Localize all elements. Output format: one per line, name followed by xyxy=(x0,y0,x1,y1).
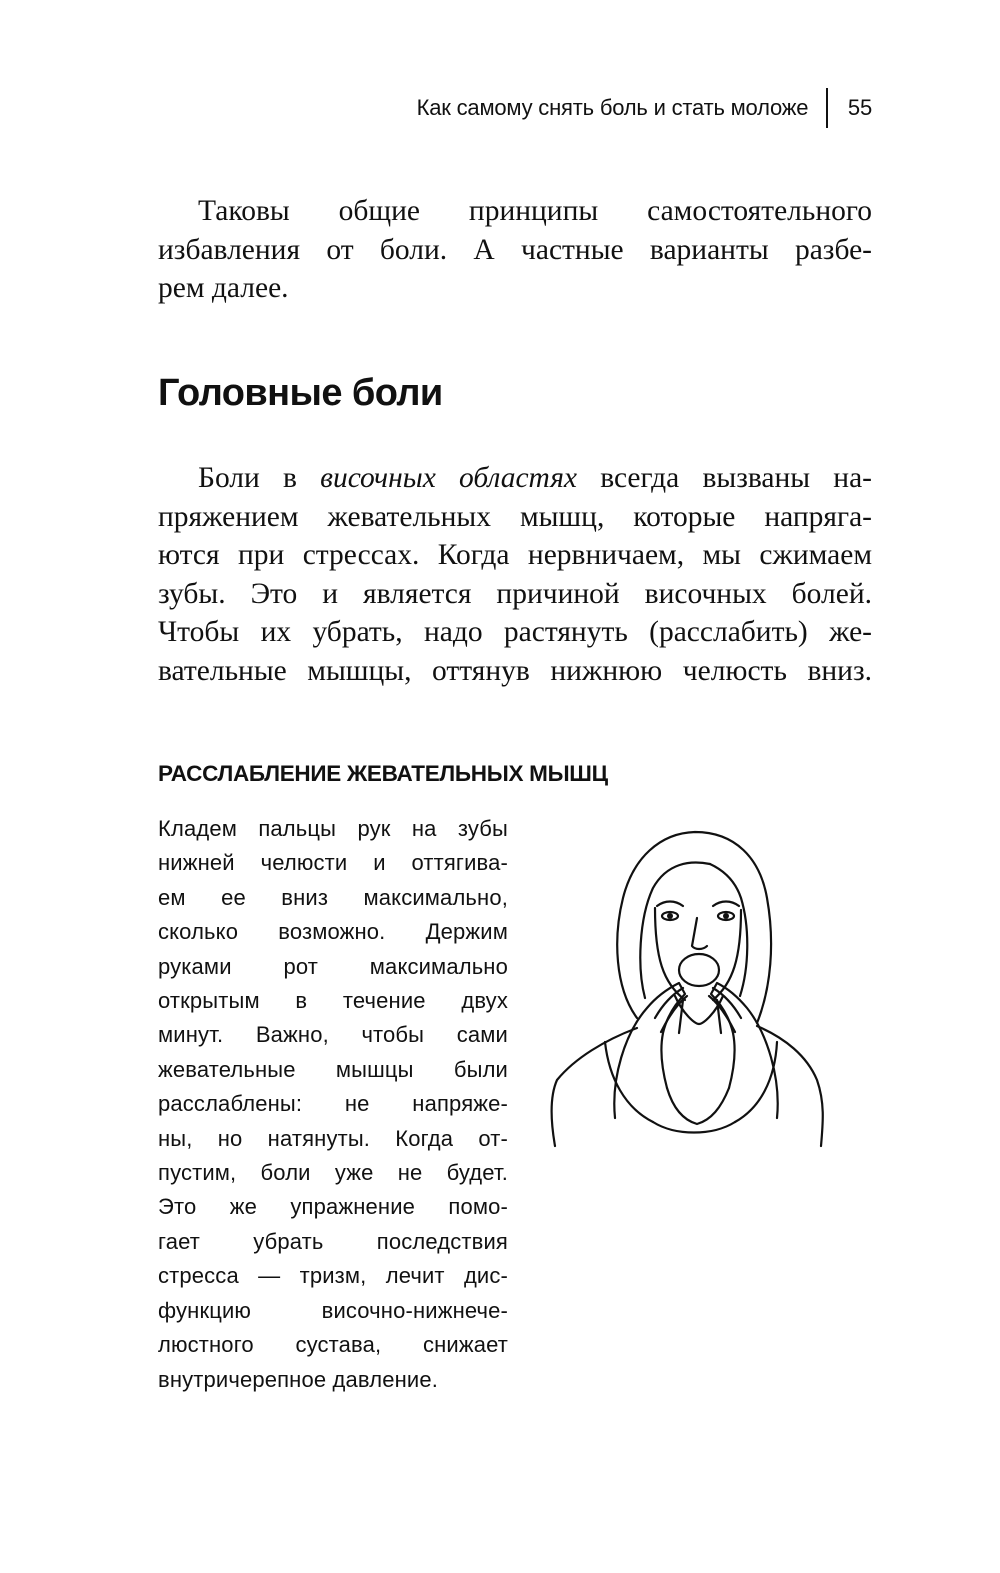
exercise-title: РАССЛАБЛЕНИЕ ЖЕВАТЕЛЬНЫХ МЫШЦ xyxy=(158,761,608,786)
exercise-line: руками рот максимально xyxy=(158,953,508,979)
hair-inner-right xyxy=(710,864,747,996)
exercise-line: сколько возможно. Держим xyxy=(158,919,508,945)
running-title: Как самому снять боль и стать моложе xyxy=(416,95,809,120)
exercise-line: Это же упражнение помо- xyxy=(158,1194,508,1220)
exercise-line: жевательные мышцы были xyxy=(158,1056,508,1082)
intro-line: избавления от боли. А частные варианты разбе- xyxy=(158,233,872,266)
exercise-line: функцию височно-нижнече- xyxy=(158,1297,508,1323)
exercise-description xyxy=(158,812,508,1397)
header-divider xyxy=(826,88,828,128)
right-hand xyxy=(711,983,778,1118)
section-line: вательные мышцы, оттянув нижнюю челюсть вниз. xyxy=(158,654,872,687)
exercise-line: люстного сустава, снижает xyxy=(158,1332,508,1358)
exercise-line: пустим, боли уже не будет. xyxy=(158,1160,508,1186)
exercise-line: расслаблены: не напряже- xyxy=(158,1091,508,1117)
left-strap xyxy=(605,1042,653,1122)
right-eyebrow xyxy=(713,902,739,907)
section-line: ются при стрессах. Когда нервничаем, мы сжимаем xyxy=(158,539,872,571)
exercise-line: минут. Важно, чтобы сами xyxy=(158,1022,508,1048)
section-line: зубы. Это и является причиной височных болей. xyxy=(158,577,872,610)
hair-inner-left xyxy=(640,863,710,998)
exercise-line: Кладем пальцы рук на зубы xyxy=(158,816,508,841)
exercise-line: открытым в течение двух xyxy=(158,988,508,1014)
neck xyxy=(679,1000,721,1033)
section-line xyxy=(158,459,872,498)
running-header xyxy=(417,88,872,128)
section-line-emphasis: височных областях xyxy=(320,462,578,494)
intro-line: рем далее. xyxy=(158,272,289,304)
intro-paragraph xyxy=(158,192,872,308)
nose xyxy=(692,918,707,949)
section-line: Чтобы их убрать, надо растянуть (расслабить) же- xyxy=(158,616,872,648)
exercise-line: стресса — тризм, лечит дис- xyxy=(158,1263,508,1289)
section-line: пряжением жевательных мышц, которые напряга- xyxy=(158,500,872,533)
hair-outline xyxy=(617,832,771,1023)
intro-line: Таковы общие принципы самостоятельного xyxy=(198,195,872,227)
section-line-prefix: Боли в xyxy=(198,462,321,494)
woman-stretching-jaw-illustration xyxy=(545,818,830,1148)
exercise-line: ны, но натянуты. Когда от- xyxy=(158,1125,508,1151)
exercise-line: нижней челюсти и оттягива- xyxy=(158,850,508,876)
section-title: Головные боли xyxy=(158,372,443,414)
open-mouth xyxy=(679,954,719,986)
exercise-line: гает убрать последствия xyxy=(158,1228,508,1254)
wrists xyxy=(667,1088,729,1124)
page-number: 55 xyxy=(847,95,872,120)
exercise-line: внутричерепное давление. xyxy=(158,1366,438,1392)
section-paragraph xyxy=(158,459,872,690)
exercise-line: ем ее вниз максимально, xyxy=(158,884,508,910)
left-eyebrow xyxy=(657,902,683,907)
section-line-suffix: всегда вызваны на- xyxy=(577,462,873,494)
